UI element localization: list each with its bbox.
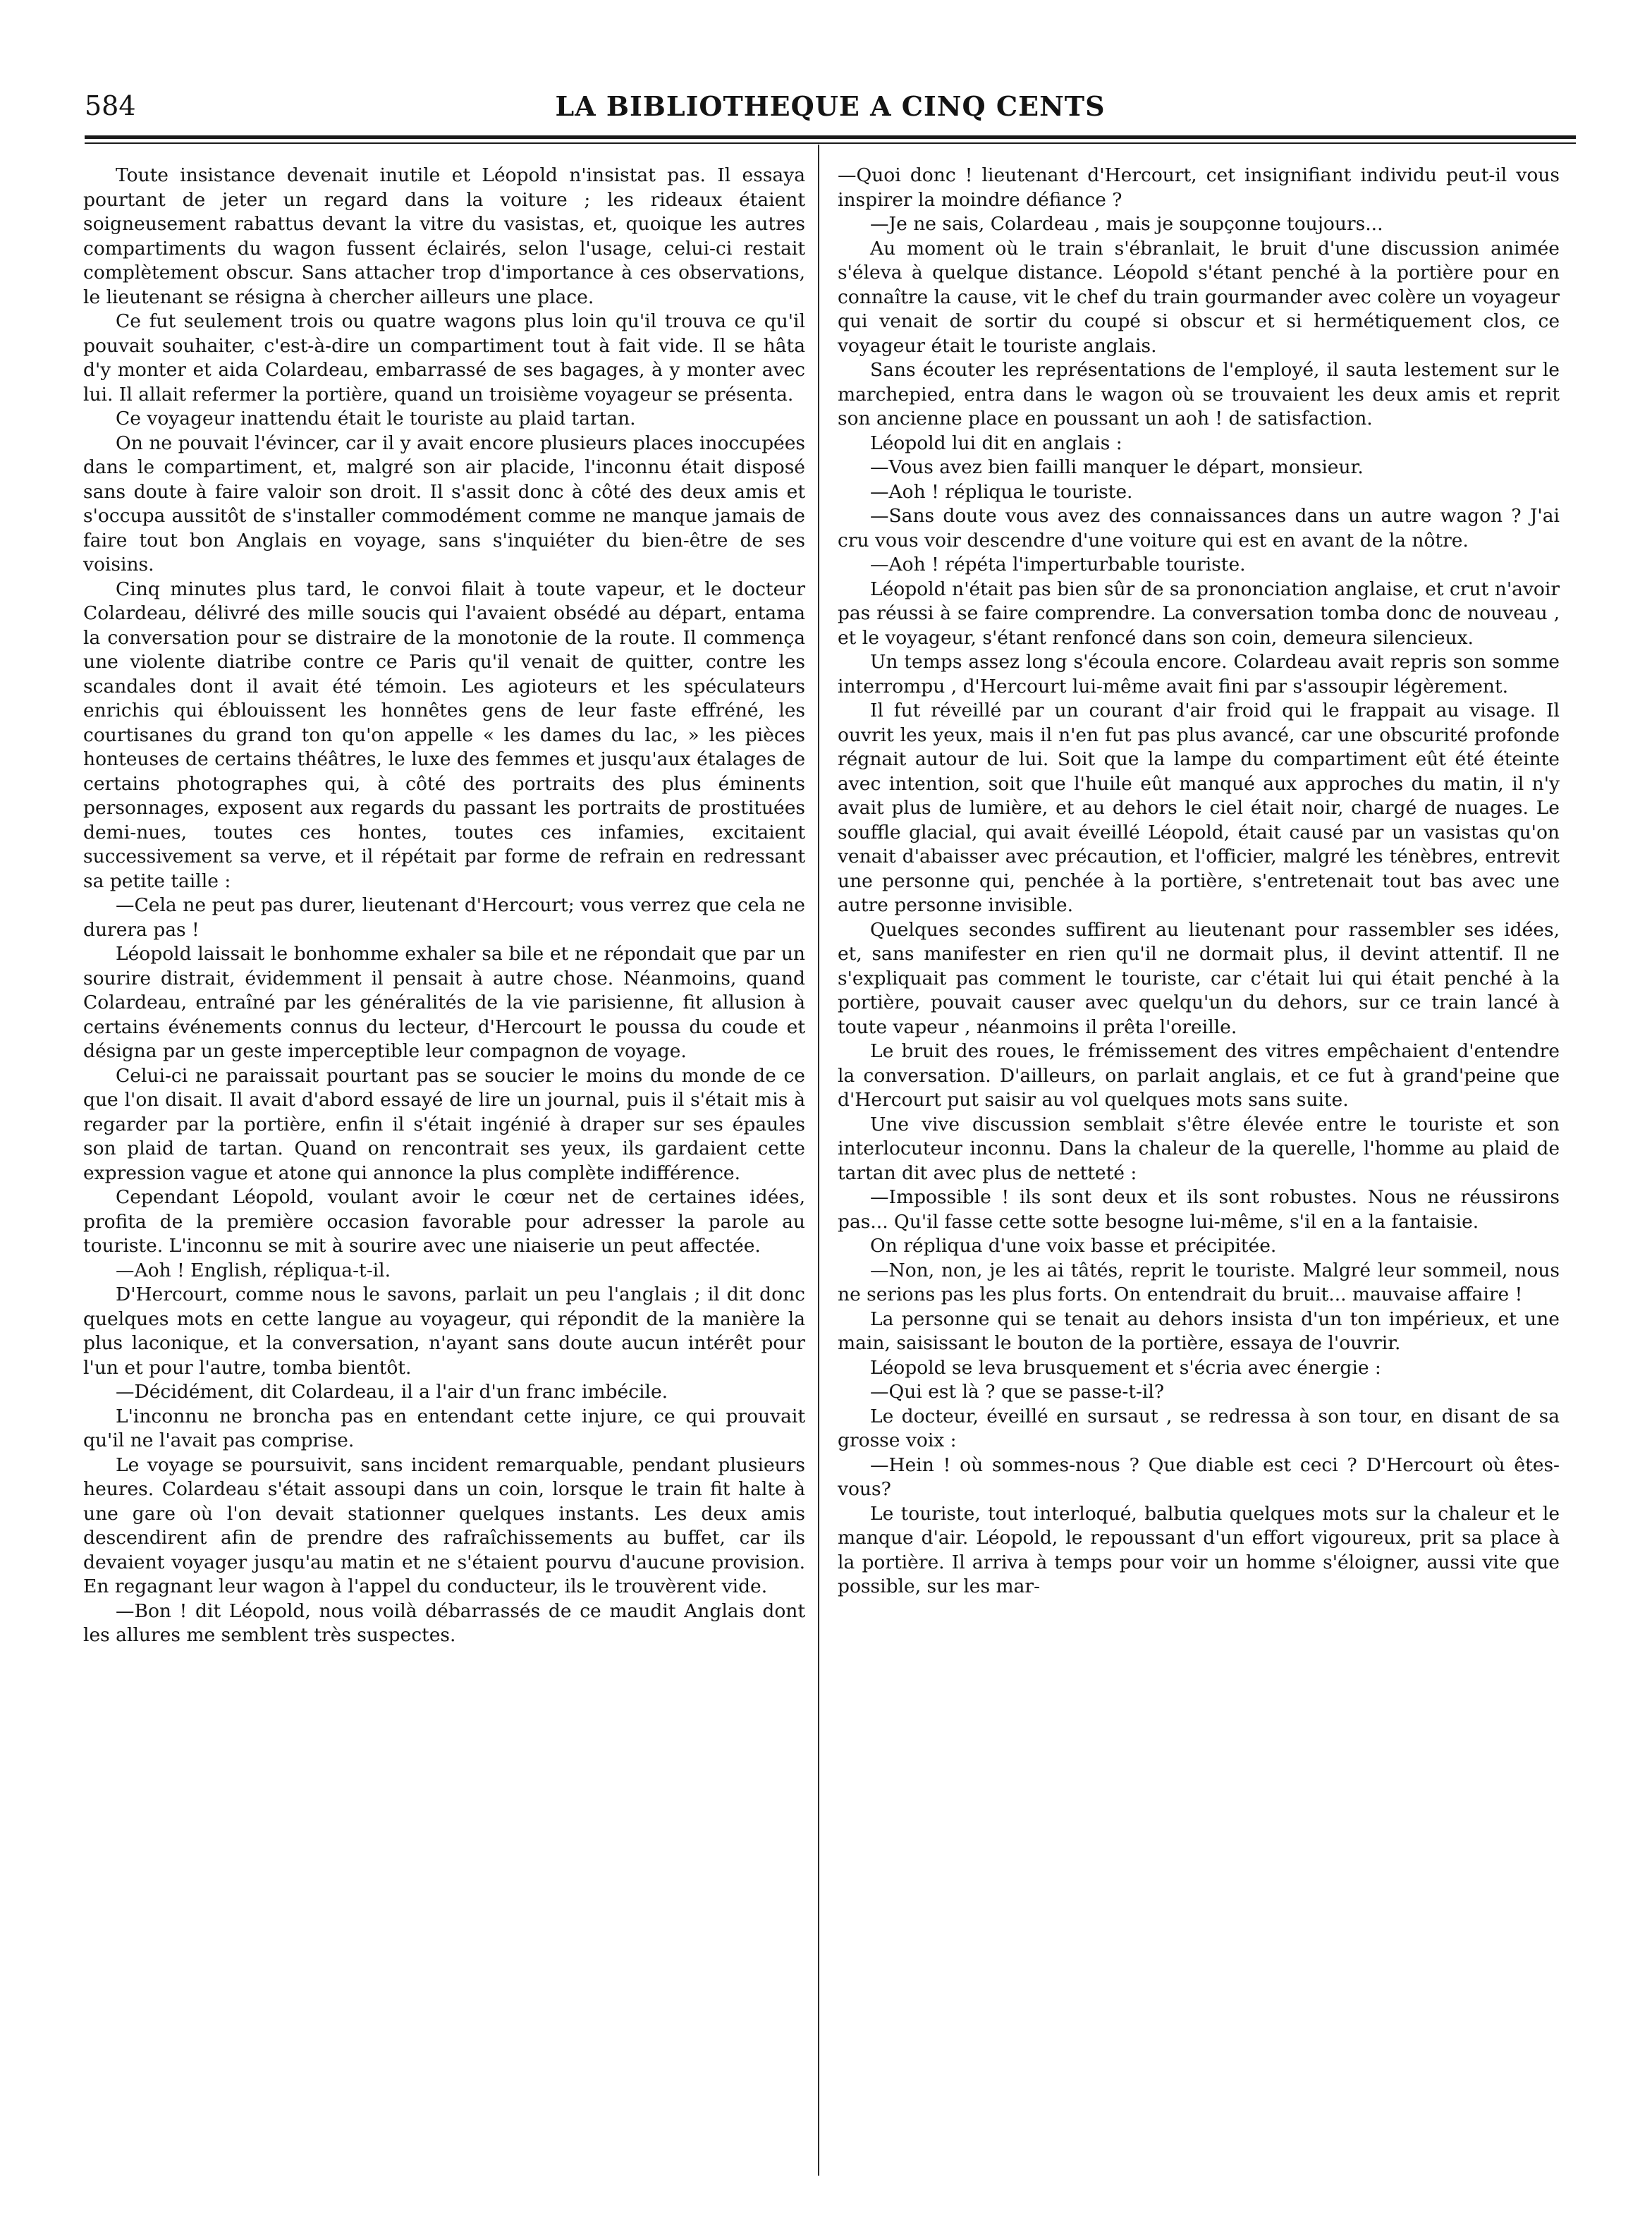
- paragraph: On ne pouvait l'évincer, car il y avait encore plusieurs places inoccupées dans le compartiment, et, malgré son air placide, l'inconnu était disposé sans doute à faire valoir son droit. Il s'assit donc à côté des deux amis et s'occupa aussitôt de s'installer commodément comme ne manque jamais de faire tout bon Anglais en voyage, sans s'inquiéter du bien-être de ses voisins.: [83, 432, 805, 575]
- left-column: [83, 164, 805, 1648]
- paragraph: —Bon ! dit Léopold, nous voilà débarrassés de ce maudit Anglais dont les allures me semblent très suspectes.: [83, 1599, 805, 1646]
- header-rule: [85, 135, 1576, 139]
- paragraph: Léopold se leva brusquement et s'écria avec énergie :: [870, 1356, 1381, 1379]
- right-column: [838, 164, 1560, 1599]
- paragraph: —Aoh ! répéta l'imperturbable touriste.: [870, 554, 1246, 575]
- paragraph: Quelques secondes suffirent au lieutenant pour rassembler ses idées, et, sans manifester en rien qu'il ne dormait plus, il devint attentif. Il ne s'expliquait pas comment le touriste, car c'était lui qui était penché à la portière, pouvait causer avec quelqu'un du dehors, sur ce train lancé à toute vapeur , néanmoins il prêta l'oreille.: [838, 918, 1560, 1038]
- paragraph: Celui-ci ne paraissait pourtant pas se soucier le moins du monde de ce que l'on disait. Il avait d'abord essayé de lire un journal, puis il s'était mis à regarder par la portière, enfin il s'était ingénié à draper sur ses épaules son plaid de tartan. Quand on rencontrait ses yeux, ils gardaient cette expression vague et atone qui annonce la plus complète indifférence.: [83, 1064, 805, 1184]
- paragraph: Au moment où le train s'ébranlait, le bruit d'une discussion animée s'éleva à quelque distance. Léopold s'étant penché à la portière pour en connaître la cause, vit le chef du train gourmander avec colère un voyageur qui venait de sortir du coupé si obscur et si hermétiquement clos, ce voyageur était le touriste anglais.: [838, 237, 1560, 357]
- paragraph: —Décidément, dit Colardeau, il a l'air d'un franc imbécile.: [116, 1381, 668, 1403]
- paragraph: Un temps assez long s'écoula encore. Colardeau avait repris son somme interrompu , d'Hercourt lui-même avait fini par s'assoupir légèrement.: [838, 651, 1560, 697]
- paragraph: L'inconnu ne broncha pas en entendant cette injure, ce qui prouvait qu'il ne l'avait pas comprise.: [83, 1405, 805, 1451]
- paragraph: Une vive discussion semblait s'être élevée entre le touriste et son interlocuteur inconnu. Dans la chaleur de la querelle, l'homme au plaid de tartan dit avec plus de netteté :: [838, 1113, 1560, 1184]
- header-rule-thin: [85, 142, 1576, 144]
- paragraph: —Aoh ! English, répliqua-t-il.: [116, 1259, 391, 1281]
- paragraph: Léopold lui dit en anglais :: [870, 432, 1122, 454]
- paragraph: On répliqua d'une voix basse et précipitée.: [870, 1235, 1277, 1257]
- paragraph: —Quoi donc ! lieutenant d'Hercourt, cet insignifiant individu peut-il vous inspirer la moindre défiance ?: [838, 164, 1560, 211]
- paragraph: —Vous avez bien failli manquer le départ, monsieur.: [870, 456, 1364, 478]
- paragraph: Toute insistance devenait inutile et Léopold n'insistat pas. Il essaya pourtant de jeter un regard dans la voiture ; les rideaux étaient soigneusement rabattus devant la vitre du vasistas, et, quoique les autres compartiments du wagon fussent éclairés, selon l'usage, celui-ci restait complètement obscur. Sans attacher trop d'importance à ces observations, le lieutenant se résigna à chercher ailleurs une place.: [83, 164, 805, 308]
- paragraph: —Cela ne peut pas durer, lieutenant d'Hercourt; vous verrez que cela ne durera pas !: [83, 894, 805, 941]
- running-title: LA BIBLIOTHEQUE A CINQ CENTS: [555, 90, 1106, 122]
- paragraph: Le voyage se poursuivit, sans incident remarquable, pendant plusieurs heures. Colardeau s'était assoupi dans un coin, lorsque le train fit halte à une gare où l'on devait stationner quelques instants. Les deux amis descendirent afin de prendre des rafraîchissements au buffet, car ils devaient voyager jusqu'au matin et ne s'étaient pourvu d'aucune provision. En regagnant leur wagon à l'appel du conducteur, ils le trouvèrent vide.: [83, 1453, 805, 1597]
- paragraph: Le bruit des roues, le frémissement des vitres empêchaient d'entendre la conversation. D'ailleurs, on parlait anglais, et ce fut à grand'peine que d'Hercourt put saisir au vol quelques mots sans suite.: [838, 1040, 1560, 1111]
- paragraph: Cinq minutes plus tard, le convoi filait à toute vapeur, et le docteur Colardeau, délivré des mille soucis qui l'avaient obsédé au départ, entama la conversation pour se distraire de la monotonie de la route. Il commença une violente diatribe contre ce Paris qu'il venait de quitter, contre les scandales dont il avait été témoin. Les agioteurs et les spéculateurs enrichis qui éblouissent les honnêtes gens de leur faste effréné, les courtisanes du grand ton qu'on appelle « les dames du lac, » les pièces honteuses de certains théâtres, le luxe des femmes et jusqu'aux étalages de certains photographes qui, à côté des portraits des plus éminents personnages, exposent aux regards du passant les portraits de prostituées demi-nues, toutes ces hontes, toutes ces infamies, excitaient successivement sa verve, et il répétait par forme de refrain en redressant sa petite taille :: [83, 578, 805, 892]
- column-divider: [818, 145, 819, 2176]
- page-header: [85, 90, 1576, 133]
- paragraph: —Aoh ! répliqua le touriste.: [870, 480, 1133, 503]
- paragraph: Léopold n'était pas bien sûr de sa prononciation anglaise, et crut n'avoir pas réussi à se faire comprendre. La conversation tomba donc de nouveau , et le voyageur, s'étant renfoncé dans son coin, demeura silencieux.: [838, 578, 1560, 649]
- paragraph: Le touriste, tout interloqué, balbutia quelques mots sur la chaleur et le manque d'air. Léopold, le repoussant d'un effort vigoureux, prit sa place à la portière. Il arriva à temps pour voir un homme s'éloigner, aussi vite que possible, sur les mar-: [838, 1502, 1560, 1597]
- paragraph: D'Hercourt, comme nous le savons, parlait un peu l'anglais ; il dit donc quelques mots en cette langue au voyageur, qui répondit de la manière la plus laconique, et la conversation, n'ayant sans doute aucun intérêt pour l'un et pour l'autre, tomba bientôt.: [83, 1284, 805, 1379]
- paragraph: —Je ne sais, Colardeau , mais je soupçonne toujours...: [870, 213, 1383, 235]
- paragraph: Léopold laissait le bonhomme exhaler sa bile et ne répondait que par un sourire distrait, évidemment il pensait à autre chose. Néanmoins, quand Colardeau, entraîné par les généralités de la vie parisienne, fit allusion à certains événements connus du lecteur, d'Hercourt le poussa du coude et désigna par un geste imperceptible leur compagnon de voyage.: [83, 943, 805, 1062]
- paragraph: Sans écouter les représentations de l'employé, il sauta lestement sur le marchepied, entra dans le wagon où se trouvaient les deux amis et reprit son ancienne place en poussant un aoh ! de satisfaction.: [838, 359, 1560, 429]
- paragraph: —Non, non, je les ai tâtés, reprit le touriste. Malgré leur sommeil, nous ne serions pas les plus forts. On entendrait du bruit... mauvaise affaire !: [838, 1259, 1560, 1305]
- paragraph: La personne qui se tenait au dehors insista d'un ton impérieux, et une main, saisissant le bouton de la portière, essaya de l'ouvrir.: [838, 1308, 1560, 1354]
- paragraph: Il fut réveillé par un courant d'air froid qui le frappait au visage. Il ouvrit les yeux, mais il n'en fut pas plus avancé, car une obscurité profonde régnait autour de lui. Soit que la lampe du compartiment eût été éteinte avec intention, soit que l'huile eût manqué aux approches du matin, il n'y avait plus de lumière, et au dehors le ciel était noir, chargé de nuages. Le souffle glacial, qui avait éveillé Léopold, était causé par un vasistas qu'on venait d'abaisser avec précaution, et l'officier, malgré les ténèbres, entrevit une personne qui, penchée à la portière, s'entretenait tout bas avec une autre personne invisible.: [838, 700, 1560, 916]
- paragraph: Ce voyageur inattendu était le touriste au plaid tartan.: [116, 408, 636, 429]
- paragraph: Cependant Léopold, voulant avoir le cœur net de certaines idées, profita de la première occasion favorable pour adresser la parole au touriste. L'inconnu se mit à sourire avec une niaiserie un peut affectée.: [83, 1186, 805, 1257]
- page-number: 584: [85, 90, 136, 121]
- paragraph: —Qui est là ? que se passe-t-il?: [870, 1381, 1165, 1403]
- paragraph: —Sans doute vous avez des connaissances dans un autre wagon ? J'ai cru vous voir descendre d'une voiture qui est en avant de la nôtre.: [838, 505, 1560, 551]
- paragraph: Le docteur, éveillé en sursaut , se redressa à son tour, en disant de sa grosse voix :: [838, 1405, 1560, 1451]
- paragraph: —Hein ! où sommes-nous ? Que diable est ceci ? D'Hercourt où êtes-vous?: [838, 1453, 1560, 1500]
- paragraph: —Impossible ! ils sont deux et ils sont robustes. Nous ne réussirons pas... Qu'il fasse cette sotte besogne lui-même, s'il en a la fantaisie.: [838, 1186, 1560, 1233]
- paragraph: Ce fut seulement trois ou quatre wagons plus loin qu'il trouva ce qu'il pouvait souhaiter, c'est-à-dire un compartiment tout à fait vide. Il se hâta d'y monter et aida Colardeau, embarrassé de ses bagages, à y monter avec lui. Il allait refermer la portière, quand un troisième voyageur se présenta.: [83, 310, 805, 406]
